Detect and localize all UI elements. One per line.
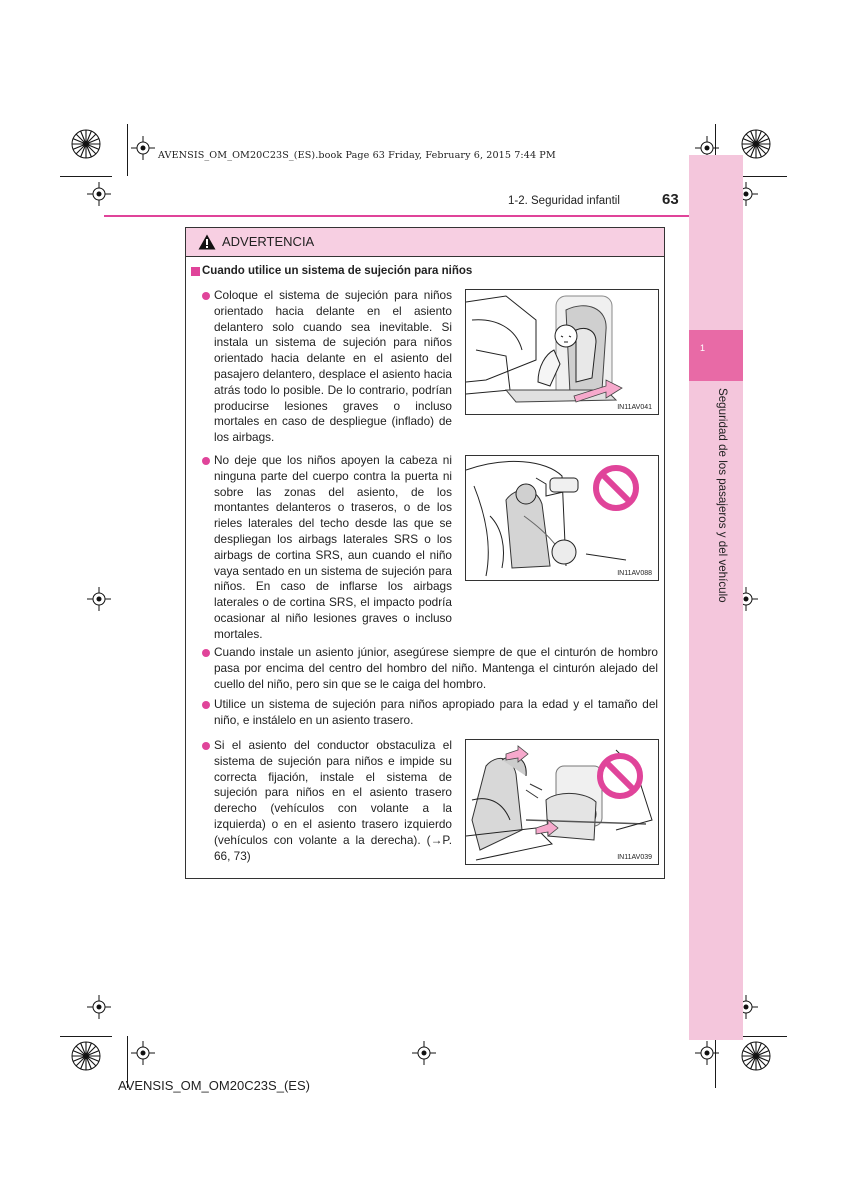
crosshair-mark-icon	[87, 995, 111, 1019]
bullet-icon	[202, 742, 210, 750]
chapter-tab-active	[689, 330, 743, 381]
bullet-icon	[202, 457, 210, 465]
header-rule	[104, 215, 689, 217]
crosshair-mark-icon	[131, 136, 155, 160]
registration-star-icon	[741, 1041, 771, 1071]
subheading-square-icon	[191, 267, 200, 276]
registration-star-icon	[71, 129, 101, 159]
footer-document-code: AVENSIS_OM_OM20C23S_(ES)	[118, 1078, 310, 1093]
registration-star-icon	[741, 129, 771, 159]
illustration-forward-facing-seat	[465, 289, 659, 415]
page-number: 63	[662, 191, 679, 208]
bullet-icon	[202, 701, 210, 709]
illustration-no-head-on-door	[465, 455, 659, 581]
illustration-driver-seat-obstruction	[465, 739, 659, 865]
crosshair-mark-icon	[131, 1041, 155, 1065]
crosshair-mark-icon	[412, 1041, 436, 1065]
warning-triangle-icon	[198, 234, 216, 250]
crosshair-mark-icon	[695, 1041, 719, 1065]
image-code: IN11AV041	[617, 404, 652, 411]
warning-paragraph: Utilice un sistema de sujeción para niños apropiado para la edad y el tamaño del niño, e instálelo en un asiento trasero.	[214, 697, 658, 727]
book-file-header: AVENSIS_OM_OM20C23S_(ES).book Page 63 Friday, February 6, 2015 7:44 PM	[158, 150, 556, 161]
crosshair-mark-icon	[87, 182, 111, 206]
section-title: 1-2. Seguridad infantil	[508, 195, 620, 207]
chapter-title: Seguridad de los pasajeros y del vehículo	[716, 388, 729, 603]
crosshair-mark-icon	[87, 587, 111, 611]
warning-paragraph: Si el asiento del conductor obstaculiza el sistema de sujeción para niños e impide su correcta fijación, instale el sistema de sujeción para niños en el asiento trasero derecho (vehículos con volante a la izquierda) o en el asiento trasero izquierdo (vehículos con volante a la derecha). (→P. 66, 73)	[214, 738, 452, 863]
chapter-number: 1	[700, 343, 706, 353]
warning-paragraph: No deje que los niños apoyen la cabeza ni ninguna parte del cuerpo contra la puerta ni sobre las zonas del asiento, de los montantes delanteros o traseros, o de los rieles laterales del techo desde las que se despliegan los airbags laterales SRS o los airbags de cortina SRS, aun cuando el niño vaya sentado en un sistema de sujeción para niños. En caso de inflarse los airbags laterales o de cortina SRS, el impacto podría ocasionar al niño lesiones graves o incluso mortales.	[214, 453, 452, 641]
warning-paragraph: Coloque el sistema de sujeción para niños orientado hacia delante en el asiento delantero solo cuando sea inevitable. Si instala un sistema de sujeción para niños orientado hacia delante en el asiento del pasajero delantero, desplace el asiento hacia atrás todo lo posible. De lo contrario, podrían producirse lesiones graves o incluso mortales en caso de despliegue (inflado) de los airbags.	[214, 288, 452, 445]
warning-title: ADVERTENCIA	[222, 234, 315, 249]
warning-subheading: Cuando utilice un sistema de sujeción para niños	[202, 265, 473, 277]
bullet-icon	[202, 292, 210, 300]
registration-star-icon	[71, 1041, 101, 1071]
bullet-icon	[202, 649, 210, 657]
image-code: IN11AV039	[617, 854, 652, 861]
warning-paragraph: Cuando instale un asiento júnior, asegúrese siempre de que el cinturón de hombro pasa por encima del centro del hombro del niño. Mantenga el cinturón alejado del cuello del niño, pero sin que se le caiga del hombro.	[214, 645, 658, 691]
image-code: IN11AV088	[617, 570, 652, 577]
warning-header	[186, 228, 664, 257]
